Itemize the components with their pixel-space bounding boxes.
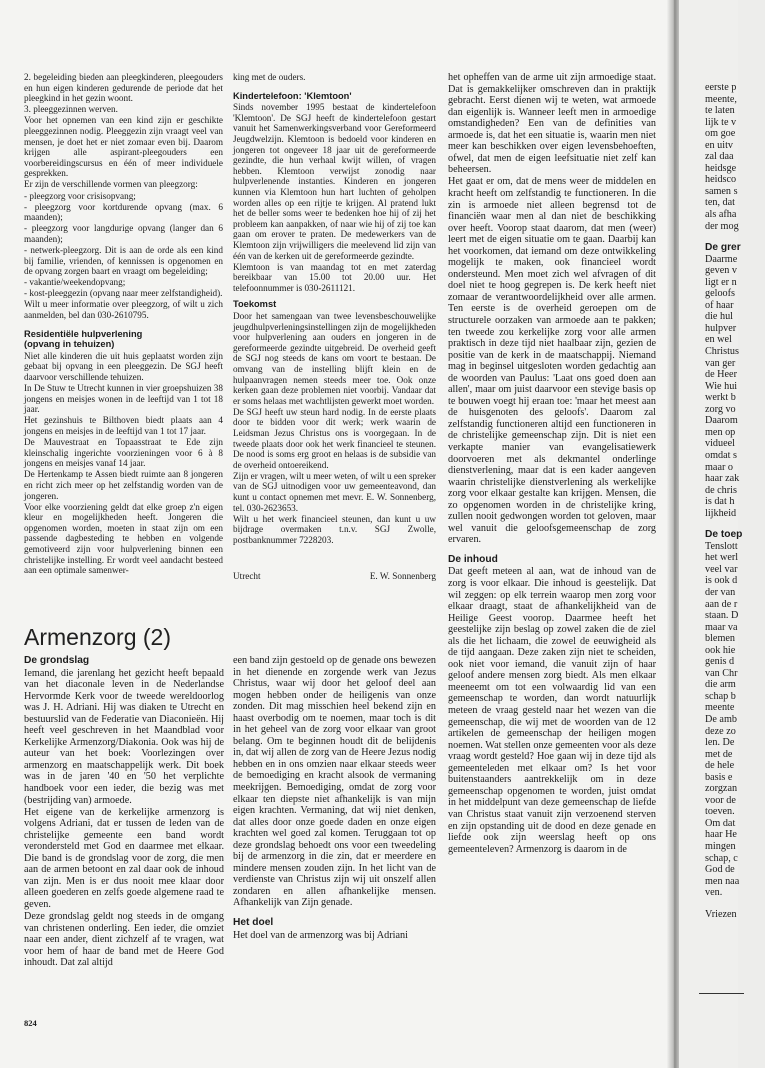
section-heading: Toekomst (233, 299, 277, 310)
paragraph: Iemand, die jarenlang het gezicht heeft bepaald van het diaconale leven in de Nederlandse Hervormde Kerk voor de tweede wereldoorlog was J. H. Adriani. Hij was diaken te Utrecht en bestuurslid van de Federatie van Diaconieën. Hij heeft veel geschreven in het Maandblad voor Kerkelijke Armenzorg/Diakonia. Ook was hij de auteur van het boek: Voorlezingen over armenzorg en maatschappelijk werk. Dit boek was in de jaren '40 en '50 het verplichte handboek voor een ieder, die bezig was met (bestrijding van) armoede. (24, 667, 224, 806)
spacer (705, 519, 765, 529)
text-line-fragment: Christus (705, 346, 739, 358)
list-item: - vakantie/weekendopvang; (24, 277, 126, 288)
text-line-fragment: ligt er n (705, 276, 737, 288)
text-line-fragment: het werl (705, 552, 739, 564)
article-title: Armenzorg (2) (24, 624, 171, 650)
text-line-fragment: haar He (705, 829, 737, 841)
text-line-fragment: met de (705, 748, 733, 760)
text-line-fragment: staan. D (705, 610, 739, 622)
signature-city: Utrecht (233, 571, 261, 581)
text-line-fragment: de Heer (705, 369, 737, 381)
text-line-fragment: lijk te v (705, 116, 737, 128)
lower-column-2 (233, 655, 436, 1014)
paragraph: In De Stuw te Utrecht kunnen in vier groepshuizen 38 jongens en meisjes wonen in de leeftijd van 1 tot 18 jaar. (24, 383, 223, 415)
paragraph: Niet alle kinderen die uit huis geplaatst worden zijn gebaat bij opvang in een pleeggezin. De SGJ heeft daarvoor verschillende tehuizen. (24, 350, 223, 383)
text-line-fragment: meente, (705, 93, 737, 105)
text-line-fragment: Daarme (705, 253, 738, 265)
text-line-fragment: werkt b (705, 392, 736, 404)
text-line-fragment: der mog (705, 220, 739, 232)
text-line-fragment: genis d (705, 656, 735, 668)
paragraph: De Mauvestraat en Topaasstraat te Ede zijn kleinschalig ingerichte voorzieningen voor 6 à 8 jongens en meisjes vanaf 14 jaar. (24, 437, 223, 469)
section-heading: Kindertelefoon: 'Klemtoon' (233, 90, 352, 101)
text-line-fragment: heidsco (705, 174, 737, 186)
text-line-fragment: Wie hui (705, 380, 738, 392)
right-page-column (705, 82, 765, 920)
text-line-fragment: omdat s (705, 449, 737, 461)
text-line-fragment: is dat h (705, 496, 735, 508)
text-line-fragment: basis e (705, 771, 733, 783)
paragraph: Er zijn de verschillende vormen van pleegzorg: (24, 179, 198, 190)
text-line-fragment: van Chr (705, 667, 738, 679)
paragraph: Het gezinshuis te Bilthoven biedt plaats aan 4 jongens en meisjes in de leeftijd van 1 tot 17 jaar. (24, 415, 223, 436)
paragraph: Dat geeft meteen al aan, wat de inhoud van de zorg is voor elkaar. Die inhoud is geestelijk. Dat wil zeggen: op elk terrein waarop men zorg voor elkaar draagt, staat de afhankelijkheid van de Heilige Geest voorop. Daarmee heeft het geestelijke zijn beslag op zowel zaken die de ziel als die het lichaam, die zowel de eeuwigheid als de tijd aangaan. Deze zaken zijn niet te scheiden, ook niet voor iemand, die vanuit zijn of haar geloof andere mensen zorg biedt. Als men elkaar meeneemt om tot een volwaardig lid van een gemeenschap te worden, dan wordt natuurlijk meteen de vraag gesteld naar het wezen van die gemeenschap, die wij met de woorden van de 12 artikelen de gemeenschap der heiligen mogen noemen. Wat stellen onze gemeenten voor als deze vraag wordt gesteld? Hoe gaan wij in deze tijd als gemeenteleden met elkaar om? Is het voor buitenstaanders aantrekkelijk om in deze gemeenschap opgenomen te worden, juist omdat in het middelpunt van deze gemeenschap de liefde van Christus staat vanuit zijn verzoenend sterven en zijn opstanding uit de dood en deze genade en liefde ook zijn weerslag heeft op ons gemeenteleven? Armenzorg is daarom in de (448, 566, 656, 855)
text-line-fragment: schap, c (705, 852, 738, 864)
text-line-fragment: voor de (705, 794, 736, 806)
paragraph: Wilt u meer informatie over pleegzorg, of wilt u zich aanmelden, bel dan 030-2610795. (24, 299, 223, 321)
paragraph: Het eigene van de kerkelijke armenzorg is volgens Adriani, dat er tussen de leden van de christelijke gemeente een band wordt verondersteld met God en daarmee met elkaar. Die band is de grondslag voor de zorg, die men aan de armen betoont en zal daar ook de inhoud van zijn. Men is er dus nooit mee klaar door alleen goederen en zelfs goede algemene raad te geven. (24, 806, 224, 910)
text-line-fragment: en uitv (705, 139, 734, 151)
paragraph: een band zijn gestoeld op de genade ons bewezen in het dienende en zorgende werk van Jezus Christus, waar wij door het geloof deel aan mogen hebben onder de heiligenis van onze zonden. Dit mag misschien heel bekend zijn en haast overbodig om te noemen, maar toch is dit in het geheel van de zorg voor elkaar van groot belang. Om te beginnen houdt dit de belijdenis in, dat wij allen de zorg van de Heere Jezus nodig hebben en in ons omzien naar elkaar steeds weer de bemoediging en kracht alsook de vermaning meekrijgen. Bemoediging, omdat de zorg voor elkaar ten diepste niet afhankelijk is van mijn eigen krachten. Vermaning, dat wij niet denken, dat alles door onze goede daden en onze eigen krachten wel goed zal komen. Teruggaan tot op deze grondslag behoedt ons voor een tweedeling bij de armenzorg in die zin, dat er meerdere en mindere mensen zouden zijn. In het licht van de verdienste van Christus zijn wij uit onszelf allen zondaren en allen afhankelijke mensen. Afhankelijk van Zijn genade. (233, 655, 436, 909)
spacer (705, 899, 765, 909)
paragraph: Sinds november 1995 bestaat de kindertelefoon 'Klemtoon'. De SGJ heeft de kindertelefoon gestart vanuit het Samenwerkingsverband voor Gereformeerd Jeugdwelzijn. Klemtoon is bedoeld voor kinderen en jongeren tot ongeveer 18 jaar uit de gereformeerde gezindte, die hun verhaal kwijt willen, of vragen hebben. Klemtoon verwijst zonodig naar hulpverlenende instanties. Kinderen en jongeren kunnen via Klemtoon hun hart luchten of geholpen worden alles op een rijtje te krijgen. Al pratend lukt het de beller soms weer te bedenken hoe hij of zij het probleem kan aanpakken, of naar wie hij of zij toe kan gaan om erover te praten. De medewerkers van de Klemtoon zijn vrijwilligers die meelevend lid zijn van één van de kerken uit de gereformeerde gezindte. (233, 102, 436, 261)
text-line-fragment: zorgzan (705, 783, 738, 795)
paragraph: Door het samengaan van twee levensbeschouwelijke jeugdhulpverleningsinstellingen zijn de mogelijkheden voor hulpverlening aan ouders en jongeren in de gereformeerde gezindte uitgebreid. De overheid geeft de SGJ nog steeds de kans om voort te bestaan. De omvang van de instelling blijft klein en de hulpaanvragen nemen steeds meer toe. Ook onze kerken gaan deze problemen niet voorbij. Vandaar dat er soms helaas met wachtlijsten gewerkt moet worden. (233, 310, 436, 406)
text-line-fragment: geloofs (705, 288, 735, 300)
spacer (705, 232, 765, 242)
text-line-fragment: God de (705, 864, 735, 876)
text-line-fragment: blemen (705, 633, 735, 645)
paragraph: Voor het opnemen van een kind zijn er geschikte pleeggezinnen nodig. Pleeggezin zijn vraagt veel van mensen, je doet het er niet zomaar even bij. Daarom krijgen alle aspirant-pleegouders een voorbereidingscursus en één of meer individuele gesprekken. (24, 115, 223, 179)
text-line-fragment: ten, dat (705, 197, 735, 209)
text-line-fragment: Vriezen (705, 908, 737, 920)
text-line-fragment: maar o (705, 461, 734, 473)
text-line-fragment: hulpver (705, 322, 737, 334)
text-line-fragment: als afha (705, 209, 737, 221)
text-line-fragment: die hul (705, 311, 734, 323)
text-line-fragment: of haar (705, 299, 734, 311)
text-line-fragment: veel var (705, 563, 738, 575)
section-heading: De inhoud (448, 553, 498, 565)
list-item: - pleegzorg voor crisisopvang; (24, 190, 136, 201)
upper-column-1 (24, 72, 223, 576)
text-line-fragment: meente (705, 702, 735, 714)
text-line-fragment: haar zak (705, 473, 740, 485)
page-number: 824 (24, 1018, 37, 1028)
section-heading-fragment: De grer (705, 242, 741, 254)
paragraph: 2. begeleiding bieden aan pleegkinderen, pleegouders en hun eigen kinderen gedurende de periode dat het pleegkind in het gezin woont. (24, 72, 223, 104)
text-line-fragment: geven v (705, 265, 737, 277)
column-3 (448, 72, 656, 1014)
section-heading: Residentiële hulpverlening (24, 328, 143, 339)
text-line-fragment: is ook d (705, 575, 738, 587)
paragraph: Klemtoon is van maandag tot en met zaterdag bereikbaar van 15.00 tot 20.00 uur. Het telefoonnummer is 030-2611121. (233, 261, 436, 293)
signature-name: E. W. Sonnenberg (369, 571, 436, 581)
divider (699, 993, 744, 994)
text-line-fragment: vidueel (705, 438, 735, 450)
text-line-fragment: men naa (705, 875, 740, 887)
text-line-fragment: die arm (705, 679, 736, 691)
text-line-fragment: maar va (705, 621, 738, 633)
paragraph: 3. pleeggezinnen werven. (24, 104, 118, 115)
text-line-fragment: zorg vo (705, 403, 736, 415)
text-line-fragment: De amb (705, 713, 737, 725)
text-line-fragment: ook hie (705, 644, 736, 656)
text-line-fragment: lijkheid (705, 507, 737, 519)
section-heading: Het doel (233, 917, 274, 929)
text-line-fragment: men op (705, 426, 736, 438)
paragraph: Voor elke voorziening geldt dat elke groep z'n eigen kleur en mogelijkheden heeft. Jongeren die opgenomen worden, moeten in staat zijn om een passende dagbesteding te hebben en volgende gemotiveerd zijn voor hulpverlening binnen een christelijke instelling. Er wordt veel aandacht besteed aan een optimale samenwer- (24, 501, 223, 576)
text-line-fragment: schap b (705, 690, 736, 702)
paragraph: De Hertenkamp te Assen biedt ruimte aan 8 jongeren en richt zich meer op het zelfstandig worden van de jongeren. (24, 469, 223, 501)
text-line-fragment: zal daa (705, 151, 734, 163)
list-item: - netwerk-pleegzorg. Dit is aan de orde als een kind bij familie, vrienden, of kennissen is opgenomen en de opvang zorgen baart en vraagt om begeleiding; (24, 245, 223, 277)
lower-column-1 (24, 655, 224, 1014)
paragraph: Het doel van de armenzorg was bij Adriani (233, 929, 408, 941)
right-page (679, 0, 743, 1068)
section-heading: De grondslag (24, 655, 90, 666)
text-line-fragment: van ger (705, 357, 736, 369)
text-line-fragment: Daarom (705, 415, 738, 427)
list-item: - pleegzorg voor kortdurende opvang (max. 6 maanden); (24, 201, 223, 223)
text-line-fragment: eerste p (705, 82, 737, 93)
text-line-fragment: ven. (705, 887, 723, 899)
text-line-fragment: len. De (705, 737, 735, 749)
paragraph: Deze grondslag geldt nog steeds in de omgang van christenen onderling. Een ieder, die omziet naar een ander, dient zichzelf af te vragen, wat voor hem of haar de band met de Heere God inhoudt. Dat zal altijd (24, 911, 224, 969)
text-line-fragment: toeven. (705, 806, 735, 818)
section-heading-fragment: De toep (705, 529, 743, 541)
text-line-fragment: heidsge (705, 162, 737, 174)
text-line-fragment: om goe (705, 128, 736, 140)
paragraph: king met de ouders. (233, 72, 306, 82)
text-line-fragment: Tenslott (705, 540, 738, 552)
text-line-fragment: te laten (705, 105, 735, 117)
list-item: - kost-pleeggezin (opvang naar meer zelfstandigheid). (24, 288, 223, 299)
paragraph: het opheffen van de arme uit zijn armoedige staat. Dat is gemakkelijker omschreven dan in praktijk gebracht. Eerst dienen wij te weten, wat armoede dan eigenlijk is. Wanneer leeft men in armoedige omstandigheden? Een van de definities van armoede is, dat het een situatie is, waarin men niet meer kan beschikken over eigen levensbehoeften, ofwel, dat men de eigen leefsituatie niet zelf kan beheersen. (448, 72, 656, 176)
paragraph: Zijn er vragen, wilt u meer weten, of wilt u een spreker van de SGJ uitnodigen voor uw gemeenteavond, dan kunt u contact opnemen met mevr. E. W. Sonnenberg, tel. 030-2623653. (233, 470, 436, 513)
section-subheading: (opvang in tehuizen) (24, 339, 115, 350)
text-line-fragment: deze zo (705, 725, 736, 737)
text-line-fragment: mingen (705, 841, 736, 852)
paragraph: De SGJ heeft uw steun hard nodig. In de eerste plaats door te bidden voor dit werk; werk waarin de Leidsman Jezus Christus ons is voorgegaan. In de tweede plaats door ook het werk financieel te steunen. De nood is soms erg groot en helaas is de subsidie van de overheid ontoereikend. (233, 406, 436, 470)
paragraph: Het gaat er om, dat de mens weer de middelen en kracht heeft om zelfstandig te functioneren. In die zin is armoede niet alleen begrensd tot de financiën waar men al dan niet de beschikking over heeft. Voorop staat daarom, dat men (weer) leert met de eigen situatie om te gaan. Daarbij kan het voorkomen, dat iemand om deze ontwikkeling mogelijk te maken, ook financieel wordt ondersteund. Men moet zich wel afvragen of dit doel niet te hoog gegrepen is. De kerk heeft niet zomaar de verantwoordelijkheid over alle armen. Ten eerste is de overheid geroepen om de structurele oorzaken van armoede aan te pakken; ten tweede zou kerkelijke zorg voor alle armen praktisch in deze tijd niet haalbaar zijn, gezien de positie van de kerk in de maatschappij. Niemand mag in beginsel uitgesloten worden gedachtig aan de woorden van Paulus: 'Laat ons goed doen aan allen', maar om juist daarvoor een stevige basis op te bouwen voegt hij eraan toe: 'maar het meest aan de huisgenoten des geloofs'. Daarom zal zelfstandig functioneren altijd een functioneren in de christelijke gemeenschap zijn. Dit is niet een verkapte manier van evangelisatiewerk doorvoeren met als dekmantel onderlinge dienstverlening, maar dat is een kader aangeven waarin christelijke dienstverlening als werkelijke zorg voor elkaar gestalte kan krijgen. Mensen, die zo opgenomen worden in de christelijke kring, zullen nooit gedwongen worden tot geloven, maar wel vanuit die geloofsgemeenschap de zorg ervaren. (448, 176, 656, 546)
text-line-fragment: de chris (705, 484, 737, 496)
text-line-fragment: de hele (705, 760, 735, 772)
text-line-fragment: Om dat (705, 817, 736, 829)
text-line-fragment: en wel (705, 334, 732, 346)
list-item: - pleegzorg voor langdurige opvang (langer dan 6 maanden); (24, 223, 223, 244)
text-line-fragment: der van (705, 586, 736, 598)
text-line-fragment: aan de r (705, 598, 738, 610)
paragraph: Wilt u het werk financieel steunen, dan kunt u uw bijdrage overmaken t.n.v. SGJ Zwolle, postbanknummer 7228203. (233, 513, 436, 545)
upper-column-2 (233, 72, 436, 569)
text-line-fragment: samen s (705, 185, 738, 197)
